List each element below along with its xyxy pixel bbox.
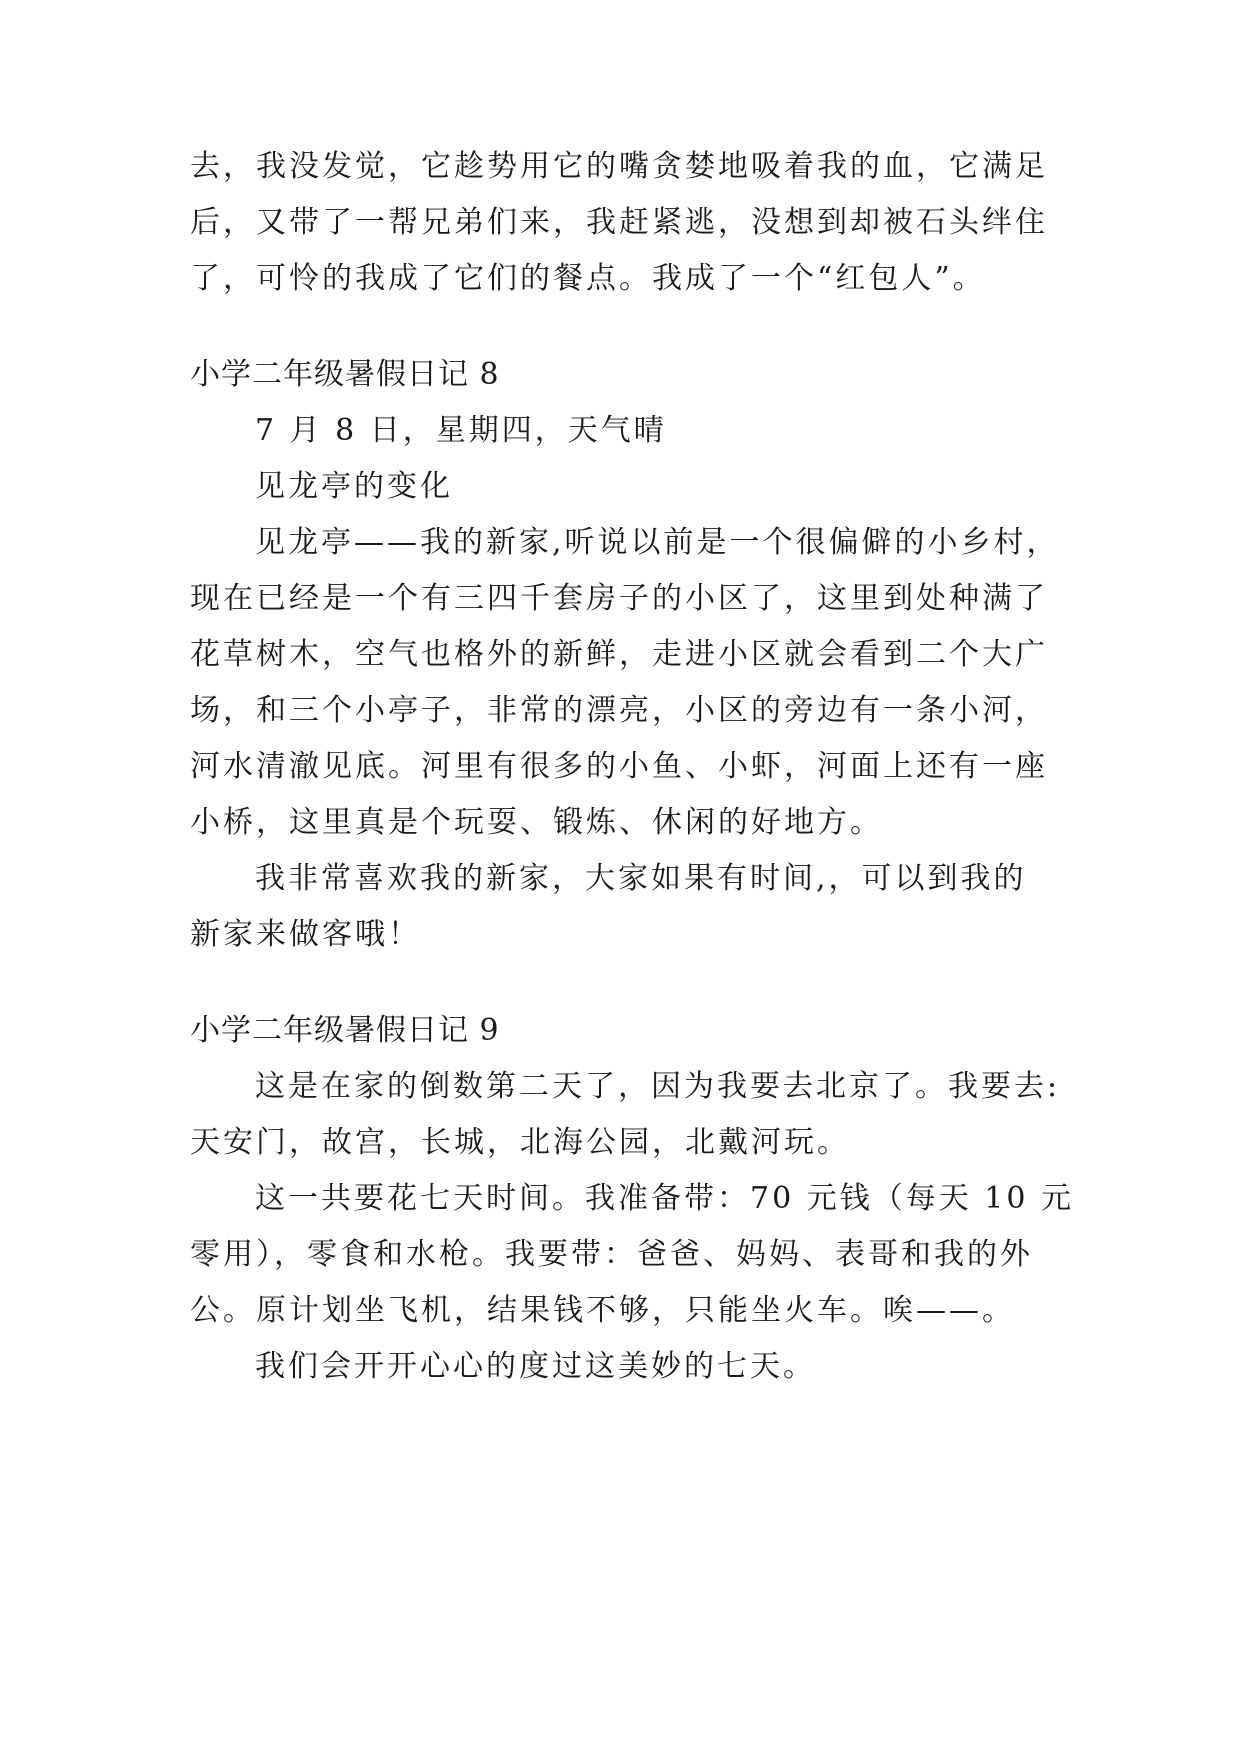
diary8-date: 7 月 8 日，星期四，天气晴 [255, 413, 667, 448]
diary9-paragraph1-line-2: 天安门，故宫，长城，北海公园，北戴河玩。 [190, 1125, 850, 1160]
diary8-paragraph2-line-1: 我非常喜欢我的新家，大家如果有时间,，可以到我的 [255, 861, 1027, 896]
prev-entry-line-2: 后，又带了一帮兄弟们来，我赶紧逃，没想到却被石头绊住 [190, 205, 1048, 240]
diary8-paragraph1-line-6: 小桥，这里真是个玩耍、锻炼、休闲的好地方。 [190, 805, 883, 840]
diary9-paragraph2-line-1: 这一共要花七天时间。我准备带：70 元钱（每天 10 元 [255, 1181, 1074, 1216]
diary8-paragraph1-line-4: 场，和三个小亭子，非常的漂亮，小区的旁边有一条小河， [190, 693, 1048, 728]
diary9-paragraph1-line-1: 这是在家的倒数第二天了，因为我要去北京了。我要去: [255, 1069, 1061, 1104]
diary8-paragraph2-line-2: 新家来做客哦！ [190, 917, 421, 952]
diary8-heading: 小学二年级暑假日记 8 [190, 357, 500, 392]
diary8-paragraph1-line-5: 河水清澈见底。河里有很多的小鱼、小虾，河面上还有一座 [190, 749, 1048, 784]
prev-entry-line-1: 去，我没发觉，它趁势用它的嘴贪婪地吸着我的血，它满足 [190, 149, 1048, 184]
diary9-paragraph2-line-3: 公。原计划坐飞机，结果钱不够，只能坐火车。唉——。 [190, 1293, 1015, 1328]
diary9-heading: 小学二年级暑假日记 9 [190, 1013, 500, 1048]
diary9-paragraph2-line-2: 零用），零食和水枪。我要带：爸爸、妈妈、表哥和我的外 [190, 1237, 1033, 1272]
prev-entry-line-3: 了，可怜的我成了它们的餐点。我成了一个“红包人”。 [190, 261, 986, 296]
diary8-paragraph1-line-3: 花草树木，空气也格外的新鲜，走进小区就会看到二个大广 [190, 637, 1048, 672]
diary8-title: 见龙亭的变化 [255, 469, 453, 504]
diary8-paragraph1-line-1: 见龙亭——我的新家,听说以前是一个很偏僻的小乡村， [255, 525, 1060, 560]
diary9-paragraph3-line-1: 我们会开开心心的度过这美妙的七天。 [255, 1349, 816, 1384]
diary8-paragraph1-line-2: 现在已经是一个有三四千套房子的小区了，这里到处种满了 [190, 581, 1048, 616]
